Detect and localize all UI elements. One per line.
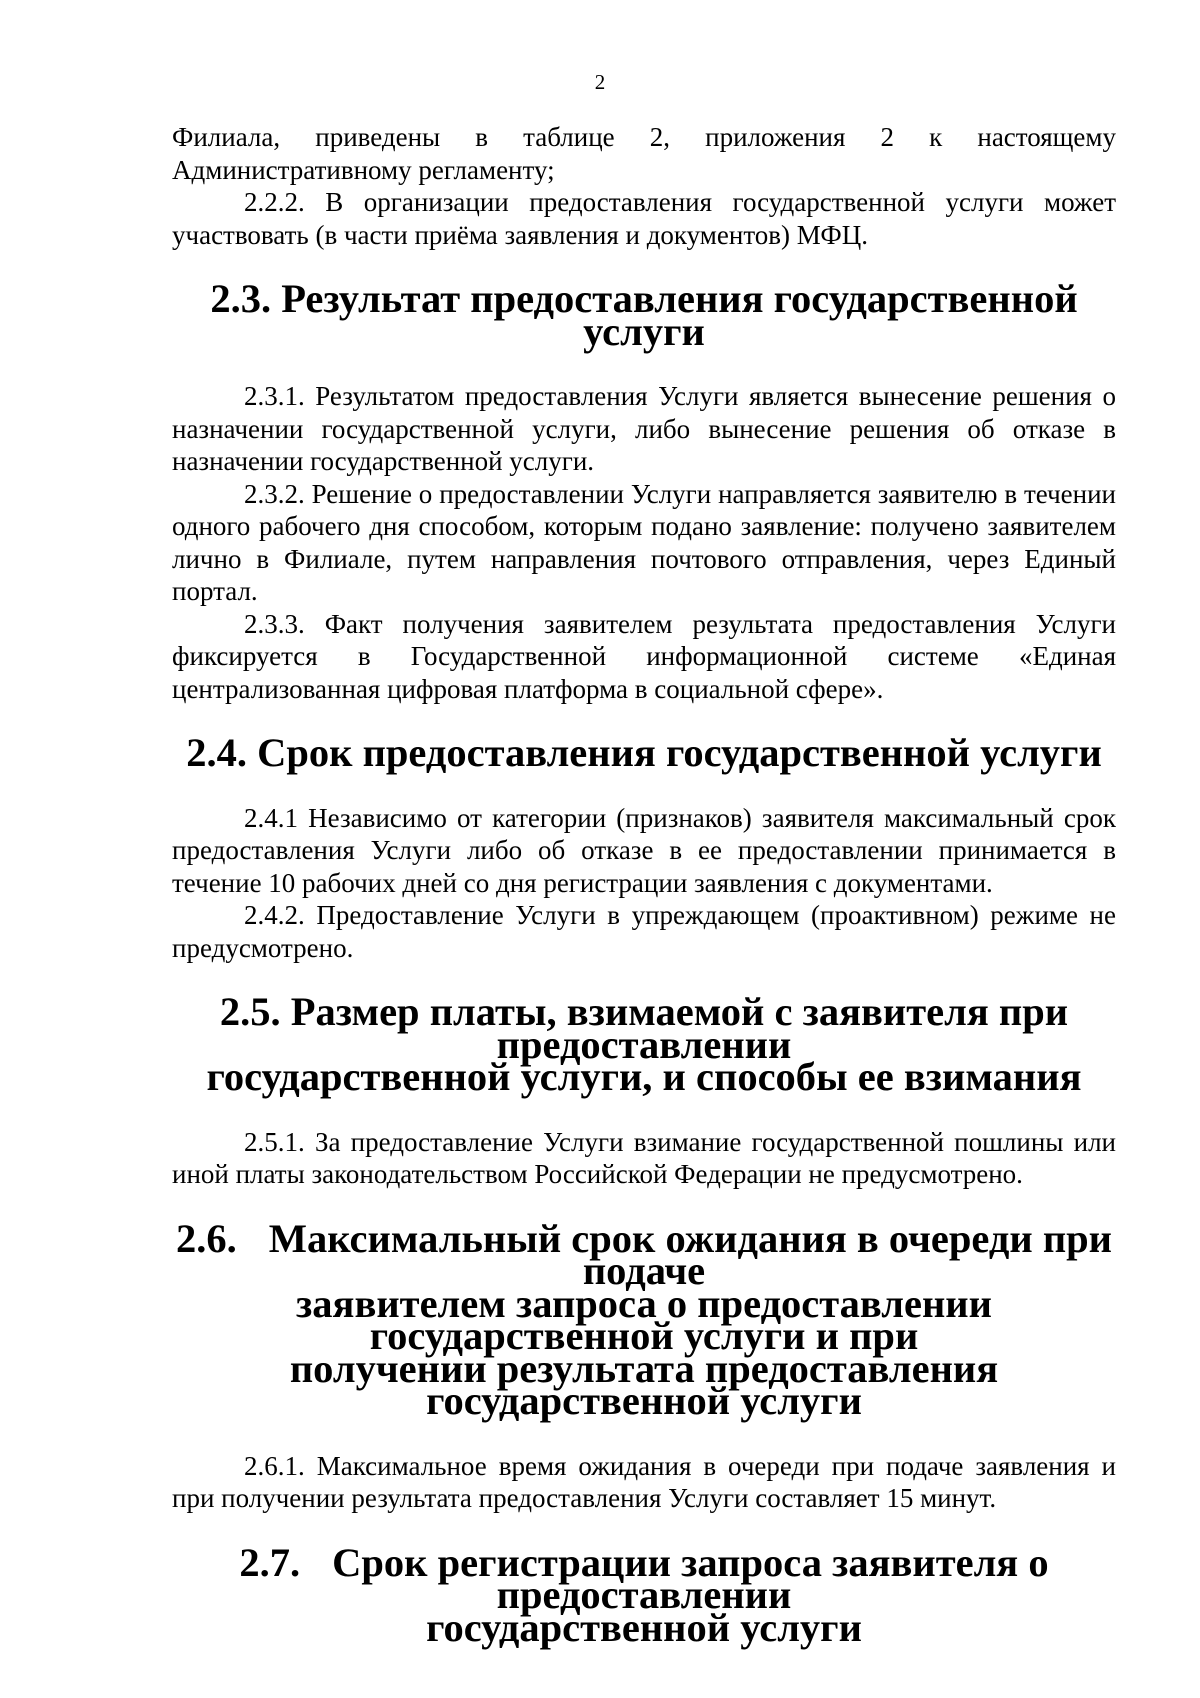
page-number: 2	[594, 70, 606, 94]
heading-2-6-number: 2.6.	[175, 1215, 237, 1261]
paragraph-2-4-2: 2.4.2. Предоставление Услуги в упреждающем (проактивном) режиме не предусмотрено.	[172, 900, 1116, 963]
heading-2-6-line-3: получении результата предоставления государственной услуги	[289, 1345, 999, 1423]
heading-2-7-title: Срок регистрации запроса заявителя о предоставлении	[332, 1539, 1049, 1617]
heading-2-6-line-2: заявителем запроса о предоставлении государственной услуги и при	[296, 1280, 992, 1358]
heading-2-6-title: Максимальный срок ожидания в очереди при подаче	[268, 1215, 1113, 1293]
paragraph-2-5-1: 2.5.1. За предоставление Услуги взимание государственной пошлины или иной платы законодательством Российской Федерации не предусмотрено.	[172, 1126, 1116, 1189]
heading-2-6-line-1	[172, 1215, 1116, 1293]
heading-2-3: 2.3. Результат предоставления государственной услуги	[210, 276, 1078, 354]
heading-2-7-line-1	[172, 1539, 1116, 1617]
continuation-paragraph: Филиала, приведены в таблице 2, приложения 2 к настоящему Административному регламенту;	[172, 122, 1116, 185]
heading-2-6	[172, 1215, 1116, 1423]
paragraph-2-3-3: 2.3.3. Факт получения заявителем результата предоставления Услуги фиксируется в Государственной информационной системе «Единая централизованная цифровая платформа в социальной сфере».	[172, 608, 1116, 704]
heading-2-4: 2.4. Срок предоставления государственной услуги	[186, 730, 1102, 775]
paragraph-2-2-2: 2.2.2. В организации предоставления государственной услуги может участвовать (в части приёма заявления и документов) МФЦ.	[172, 187, 1116, 250]
heading-2-7	[172, 1539, 1116, 1650]
heading-2-5-line-1: 2.5. Размер платы, взимаемой с заявителя при предоставлении	[219, 989, 1069, 1067]
heading-2-7-number: 2.7.	[239, 1539, 301, 1585]
document-body	[172, 121, 1116, 1650]
paragraph-2-3-2: 2.3.2. Решение о предоставлении Услуги направляется заявителю в течении одного рабочего дня способом, которым подано заявление: получено заявителем лично в Филиале, путем направления почтового отправления, через Единый портал.	[172, 478, 1116, 606]
paragraph-2-6-1: 2.6.1. Максимальное время ожидания в очереди при подаче заявления и при получении результата предоставления Услуги составляет 15 минут.	[172, 1450, 1116, 1513]
heading-2-5-line-2: государственной услуги, и способы ее взимания	[206, 1054, 1082, 1099]
heading-2-7-line-2: государственной услуги	[426, 1604, 862, 1650]
heading-2-5	[172, 989, 1116, 1099]
paragraph-2-3-1: 2.3.1. Результатом предоставления Услуги является вынесение решения о назначении государственной услуги, либо вынесение решения об отказе в назначении государственной услуги.	[172, 381, 1116, 476]
paragraph-2-4-1: 2.4.1 Независимо от категории (признаков) заявителя максимальный срок предоставления Услуги либо об отказе в ее предоставлении принимается в течение 10 рабочих дней со дня регистрации заявления с документами.	[172, 802, 1116, 898]
